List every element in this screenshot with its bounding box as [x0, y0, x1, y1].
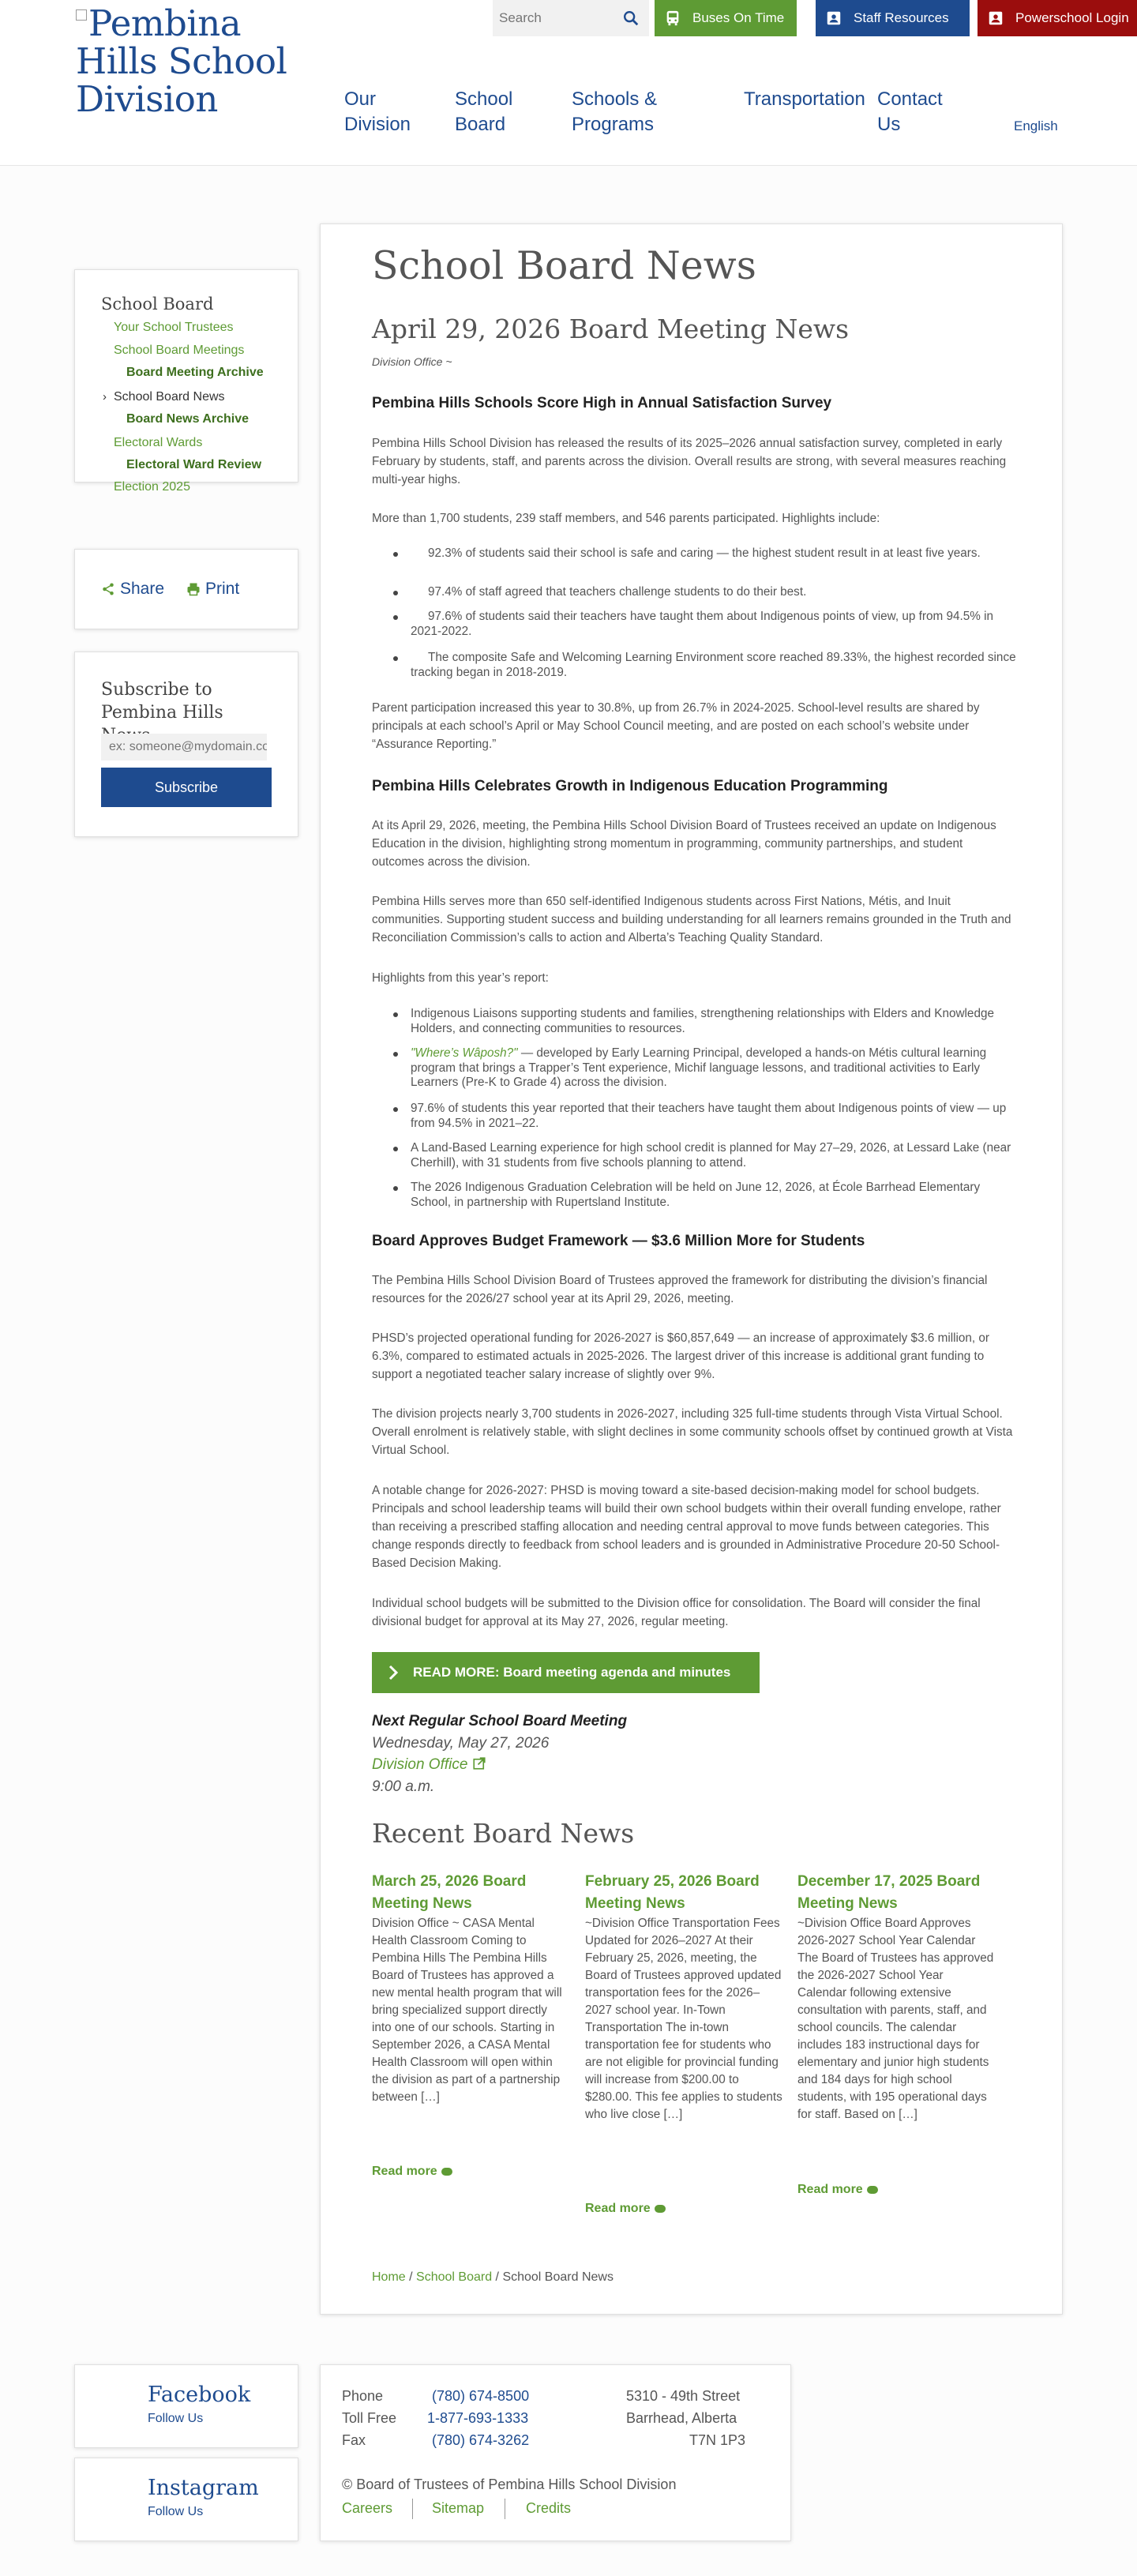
- location-label: Division Office: [372, 1756, 468, 1773]
- credits-link[interactable]: Credits: [526, 2500, 572, 2516]
- nav-our-division[interactable]: [344, 87, 411, 137]
- news-card-excerpt: ~Division Office Transportation Fees Updated for 2026–2027 At their February 25, 2026, meeting, the Board of Trustees approved updated transportation fees for the 2026–2027 school year. In-Town Transportation The in-town transportation fee for students who are not eligible for provincial funding will increase from $200.00 to $280.00. This fee applies to students who live close […]: [585, 1917, 782, 2121]
- tollfree-label: Toll Free: [342, 2410, 397, 2426]
- subscribe-button[interactable]: Subscribe: [101, 768, 272, 807]
- nav-contact-us[interactable]: [877, 87, 943, 137]
- next-meeting-location-link[interactable]: [372, 1756, 486, 1774]
- instagram-panel[interactable]: [74, 2458, 298, 2541]
- paragraph: Parent participation increased this year to 30.8%, up from 26.7% in 2024-2025. School-level results are shared by principals at each school’s April or May School Council meeting, and are posted on each school’s website under “Assurance Reporting.”: [372, 701, 980, 751]
- list-item: [411, 1046, 1019, 1091]
- badge-icon: [987, 9, 1004, 27]
- nav-label: Transportation: [744, 88, 865, 110]
- breadcrumb-separator: /: [492, 2270, 503, 2284]
- read-more-agenda-button[interactable]: [372, 1652, 760, 1693]
- buses-on-time-label: Buses On Time: [692, 10, 785, 25]
- paragraph: A notable change for 2026-2027: PHSD is moving toward a site-based decision-making model for school budgets. Principals and school leadership teams will build their own school budgets within their overall funding envelope, rather than receiving a prescribed staffing allocation and needing central approval to move funds between categories. This change responds directly to feedback from school leaders and is grounded in Administrative Procedure 20-50 School-Based Decision Making.: [372, 1484, 1001, 1570]
- next-meeting-time: 9:00 a.m.: [372, 1778, 435, 1795]
- sidebar-item-news-archive[interactable]: Board News Archive: [126, 412, 250, 426]
- address-line: 5310 - 49th Street: [626, 2388, 741, 2404]
- facebook-follow: Follow Us: [148, 2412, 204, 2425]
- share-label: Share: [120, 580, 165, 598]
- sidebar-item-board-news[interactable]: School Board News: [114, 390, 225, 404]
- nav-label: Us: [877, 114, 901, 135]
- staff-resources-button[interactable]: [816, 0, 970, 36]
- powerschool-login-button[interactable]: [978, 0, 1137, 36]
- nav-schools-programs[interactable]: [572, 87, 657, 137]
- news-card-title[interactable]: December 17, 2025 Board Meeting News: [797, 1873, 981, 1912]
- powerschool-login-label: Powerschool Login: [1015, 10, 1129, 25]
- paragraph: More than 1,700 students, 239 staff members, and 546 parents participated. Highlights include:: [372, 512, 880, 525]
- read-more-link[interactable]: [797, 2183, 878, 2197]
- news-card-excerpt: ~Division Office Board Approves 2026-2027 School Year Calendar The Board of Trustees has approved the 2026-2027 School Year Calendar following extensive consultation with parents, staff, and school councils. The calendar includes 183 instructional days for elementary and junior high students and 184 days for high school students, with 195 operational days for staff. Based on […]: [797, 1917, 994, 2121]
- chevron-right-icon: [388, 1665, 399, 1680]
- sitemap-link[interactable]: Sitemap: [432, 2500, 485, 2516]
- news-card-excerpt: Division Office ~ CASA Mental Health Classroom Coming to Pembina Hills The Pembina Hills Board of Trustees has approved a new mental health program that will bring specialized support directly into one of our schools. Starting in September 2026, a CASA Mental Health Classroom will open within the division as part of a partnership between […]: [372, 1917, 562, 2104]
- section-heading: Board Approves Budget Framework — $3.6 Million More for Students: [372, 1233, 865, 1249]
- share-print-panel: [74, 549, 298, 629]
- instagram-follow: Follow Us: [148, 2505, 204, 2518]
- next-meeting-date: Wednesday, May 27, 2026: [372, 1735, 550, 1752]
- byline: Division Office ~: [372, 355, 452, 368]
- list-item: The composite Safe and Welcoming Learning Environment score reached 89.33%, the highest recorded since tracking began in 2018-2019.: [411, 651, 1019, 680]
- arrow-pill-icon: [441, 2168, 452, 2176]
- list-item: Indigenous Liaisons supporting students and families, strengthening relationships with Elders and Knowledge Holders, and connecting communities to resources.: [411, 1007, 1019, 1036]
- share-button[interactable]: [101, 580, 164, 599]
- nav-label: School: [455, 88, 513, 110]
- nav-label: Programs: [572, 114, 655, 135]
- sidebar-item-election[interactable]: Election 2025: [114, 480, 190, 494]
- paragraph: The division projects nearly 3,700 students in 2026-2027, including 325 full-time students through Vista Virtual School. Overall enrolment is relatively stable, with slight declines in some community schools offset by continued growth at Vista Virtual School.: [372, 1407, 1013, 1457]
- sidebar-menu: [74, 269, 298, 494]
- site-logo[interactable]: [76, 2, 313, 120]
- tollfree-link[interactable]: 1-877-693-1333: [427, 2410, 529, 2426]
- print-button[interactable]: [186, 580, 239, 599]
- nav-label: Contact: [877, 88, 943, 110]
- printer-icon: [186, 582, 201, 596]
- list-item: A Land-Based Learning experience for high school credit is planned for May 27–29, 2026, at Lessard Lake (near Cherhill), with 31 students from five schools planning to attend.: [411, 1141, 1019, 1170]
- nav-transportation[interactable]: [744, 87, 865, 112]
- phone-label: Phone: [342, 2388, 384, 2404]
- careers-link[interactable]: Careers: [342, 2500, 393, 2516]
- page-title: School Board News: [372, 243, 756, 288]
- sidebar-item-board-meetings[interactable]: School Board Meetings: [114, 344, 245, 357]
- read-more-label: Read more: [585, 2202, 651, 2215]
- section-heading: Pembina Hills Celebrates Growth in Indigenous Education Programming: [372, 778, 888, 794]
- search-box: [493, 0, 649, 36]
- breadcrumb: [372, 2270, 614, 2285]
- list-item: 92.3% of students said their school is safe and caring — the highest student result in at least five years.: [411, 546, 1019, 561]
- print-label: Print: [205, 580, 240, 598]
- sidebar-item-meeting-archive[interactable]: Board Meeting Archive: [126, 366, 264, 379]
- subscribe-title: Subscribe to Pembina Hills: [101, 680, 223, 723]
- sidebar-item-electoral-wards[interactable]: Electoral Wards: [114, 436, 203, 449]
- article-title: April 29, 2026 Board Meeting News: [372, 314, 850, 344]
- sidebar-title: School Board: [101, 295, 214, 314]
- staff-resources-label: Staff Resources: [854, 10, 949, 25]
- nav-label: Board: [455, 114, 506, 135]
- nav-label: Our: [344, 88, 377, 110]
- postal-code: T7N 1P3: [689, 2432, 746, 2448]
- breadcrumb-home[interactable]: Home: [372, 2270, 406, 2284]
- paragraph: Highlights from this year’s report:: [372, 971, 549, 985]
- broken-image-icon: [76, 9, 87, 21]
- next-meeting-title: Next Regular School Board Meeting: [372, 1713, 628, 1729]
- section-heading: Pembina Hills Schools Score High in Annual Satisfaction Survey: [372, 395, 832, 411]
- search-icon[interactable]: [622, 9, 640, 27]
- read-more-link[interactable]: [372, 2165, 452, 2179]
- facebook-panel[interactable]: [74, 2364, 298, 2448]
- address-city: Barrhead, Alberta: [626, 2410, 737, 2426]
- fax-label: Fax: [342, 2432, 366, 2448]
- paragraph: The Pembina Hills School Division Board of Trustees approved the framework for distributing the division’s financial resources for the 2026/27 school year at its April 29, 2026, meeting.: [372, 1274, 988, 1305]
- arrow-pill-icon: [867, 2186, 878, 2194]
- phone-link[interactable]: (780) 674-8500: [432, 2388, 530, 2404]
- instagram-title: Instagram: [148, 2476, 259, 2500]
- nav-school-board[interactable]: [455, 87, 512, 137]
- email-field[interactable]: [101, 734, 267, 760]
- nav-label: Schools &: [572, 88, 658, 110]
- breadcrumb-school-board[interactable]: School Board: [416, 2270, 493, 2284]
- recent-news-title: Recent Board News: [372, 1818, 635, 1849]
- facebook-title: Facebook: [148, 2383, 251, 2407]
- share-icon: [101, 582, 115, 596]
- paragraph: PHSD’s projected operational funding for 2026-2027 is $60,857,649 — an increase of approximately $3.6 million, or 6.3%, compared to estimated actuals in 2025-2026. The largest driver of this increase is additional grant funding to support a negotiated teacher salary increase of slightly over 9%.: [372, 1331, 990, 1381]
- list-item: 97.4% of staff agreed that teachers challenge students to do their best.: [411, 585, 1019, 600]
- badge-icon: [825, 9, 842, 27]
- news-card-title[interactable]: March 25, 2026 Board Meeting News: [372, 1873, 527, 1912]
- read-more-link[interactable]: [585, 2202, 666, 2216]
- link-divider: [412, 2499, 413, 2519]
- list-item-text: — developed by Early Learning Principal, developed a hands-on Métis cultural learning program that brings a Trapper’s Tent experience, Michif language lessons, and traditional activities to Early Learners (Pre-K to Grade 4) across the division.: [411, 1046, 987, 1089]
- sidebar-item-trustees[interactable]: Your School Trustees: [114, 321, 234, 334]
- external-link-icon: [472, 1756, 486, 1771]
- nav-label: Division: [344, 114, 411, 135]
- fax-link[interactable]: (780) 674-3262: [432, 2432, 530, 2448]
- paragraph: Individual school budgets will be submitted to the Division office for consolidation. The Board will consider the final divisional budget for approval at its May 27, 2026, regular meeting.: [372, 1597, 981, 1628]
- paragraph: At its April 29, 2026, meeting, the Pembina Hills School Division Board of Trustees received an update on Indigenous Education in the division, highlighting strong momentum in programming, community partnerships, and student outcomes across the division.: [372, 819, 996, 869]
- list-item: 97.6% of students this year reported that their teachers have taught them about Indigenous points of view — up from 94.5% in 2021–22.: [411, 1102, 1019, 1131]
- site-header: [0, 0, 1137, 166]
- sidebar-item-ward-review[interactable]: Electoral Ward Review: [126, 458, 262, 471]
- wheres-waposh-link[interactable]: "Where’s Wâposh?": [411, 1046, 518, 1060]
- chevron-right-icon: ›: [103, 390, 107, 404]
- breadcrumb-current: School Board News: [502, 2270, 614, 2284]
- read-more-label: Read more: [797, 2183, 863, 2196]
- list-item: The 2026 Indigenous Graduation Celebration will be held on June 12, 2026, at École Barrhead Elementary School, in partnership with Rupertsland Institute.: [411, 1181, 1019, 1210]
- subscribe-panel: [74, 652, 298, 837]
- paragraph: Pembina Hills serves more than 650 self-identified Indigenous students across First Nations, Métis, and Inuit communities. Supporting student success and building understanding for all learners remains grounded in the Truth and Reconciliation Commission’s calls to action and Alberta’s Teaching Quality Standard.: [372, 895, 1011, 944]
- language-selector[interactable]: English: [1014, 118, 1058, 133]
- news-card-title[interactable]: February 25, 2026 Board Meeting News: [585, 1873, 760, 1912]
- list-item: 97.6% of students said their teachers have taught them about Indigenous points of view, up from 94.5% in 2021-2022.: [411, 610, 1019, 639]
- breadcrumb-separator: /: [405, 2270, 417, 2284]
- arrow-pill-icon: [655, 2205, 666, 2213]
- paragraph: Pembina Hills School Division has released the results of its 2025–2026 annual satisfaction survey, completed in early February by students, staff, and parents across the division. Overall results are strong, with several measures reaching multi-year highs.: [372, 437, 1007, 486]
- bus-icon: [664, 9, 681, 27]
- search-input[interactable]: [499, 9, 617, 27]
- buses-on-time-button[interactable]: [655, 0, 797, 36]
- read-more-label: Read more: [372, 2165, 437, 2178]
- copyright: © Board of Trustees of Pembina Hills School Division: [342, 2476, 677, 2492]
- logo-text: Pembina Hills School Division: [76, 2, 287, 120]
- read-more-agenda-label: READ MORE: Board meeting agenda and minutes: [413, 1665, 731, 1680]
